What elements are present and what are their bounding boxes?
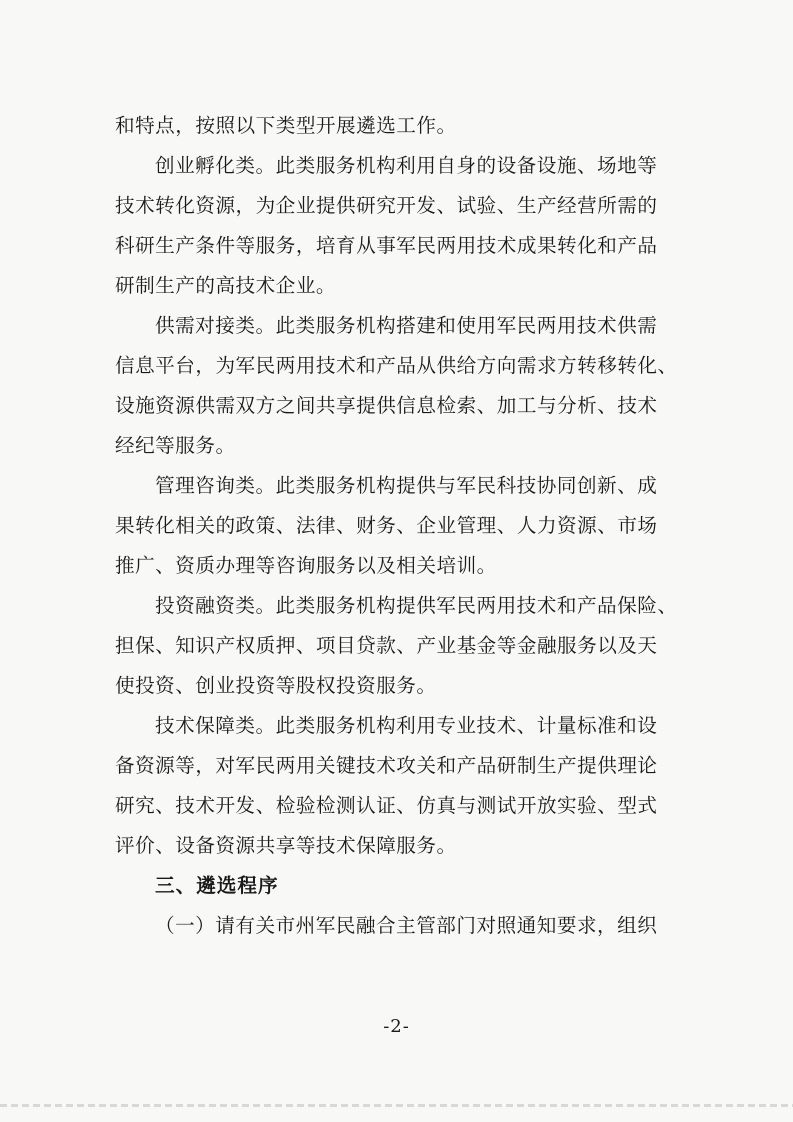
text-line: 信息平台，为军民两用技术和产品从供给方向需求方转移转化、 xyxy=(115,354,678,377)
text-line: 科研生产条件等服务，培育从事军民两用技术成果转化和产品 xyxy=(115,234,658,257)
text-line: 管理咨询类。此类服务机构提供与军民科技协同创新、成 xyxy=(155,474,658,497)
text-line: 供需对接类。此类服务机构搭建和使用军民两用技术供需 xyxy=(155,314,658,337)
text-line: 和特点，按照以下类型开展遴选工作。 xyxy=(115,114,457,137)
text-line: 技术保障类。此类服务机构利用专业技术、计量标准和设 xyxy=(155,714,658,737)
scan-edge-decoration xyxy=(0,1104,793,1107)
text-line: 担保、知识产权质押、项目贷款、产业基金等金融服务以及天 xyxy=(115,634,658,657)
text-line: 研究、技术开发、检验检测认证、仿真与测试开放实验、型式 xyxy=(115,794,658,817)
text-line: （一）请有关市州军民融合主管部门对照通知要求，组织 xyxy=(155,914,658,937)
text-line: 评价、设备资源共享等技术保障服务。 xyxy=(115,834,457,857)
text-line: 研制生产的高技术企业。 xyxy=(115,274,337,297)
text-line: 推广、资质办理等咨询服务以及相关培训。 xyxy=(115,554,497,577)
document-body xyxy=(115,106,690,946)
section-heading: 三、遴选程序 xyxy=(155,874,279,897)
text-line: 经纪等服务。 xyxy=(115,434,236,457)
text-line: 备资源等，对军民两用关键技术攻关和产品研制生产提供理论 xyxy=(115,754,658,777)
text-line: 投资融资类。此类服务机构提供军民两用技术和产品保险、 xyxy=(155,594,678,617)
text-line: 技术转化资源，为企业提供研究开发、试验、生产经营所需的 xyxy=(115,194,658,217)
text-line: 创业孵化类。此类服务机构利用自身的设备设施、场地等 xyxy=(155,154,658,177)
text-line: 果转化相关的政策、法律、财务、企业管理、人力资源、市场 xyxy=(115,514,658,537)
text-line: 设施资源供需双方之间共享提供信息检索、加工与分析、技术 xyxy=(115,394,658,417)
text-line: 使投资、创业投资等股权投资服务。 xyxy=(115,674,437,697)
page-number: -2- xyxy=(383,1016,410,1037)
